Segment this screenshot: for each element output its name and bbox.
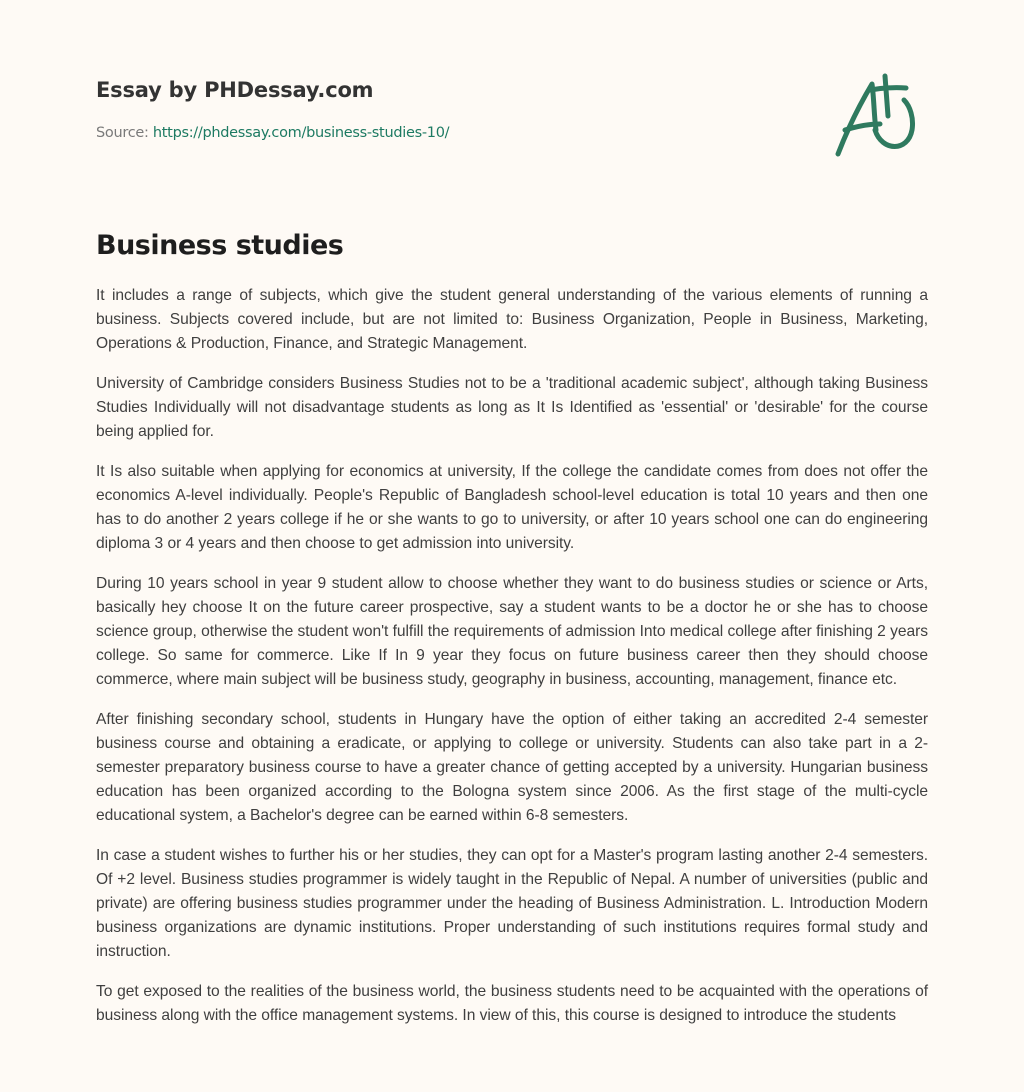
- page-header: [96, 74, 928, 184]
- source-line: [96, 123, 928, 143]
- paragraph: It Is also suitable when applying for economics at university, If the college the candidate comes from does not offer the economics A-level individually. People's Republic of Bangladesh school-level education is total 10 years and then one has to do another 2 years college if he or she wants to go to university, or after 10 years school one can do engineering diploma 3 or 4 years and then choose to get admission into university.: [96, 463, 928, 552]
- paragraph: During 10 years school in year 9 student allow to choose whether they want to do business studies or science or Arts, basically hey choose It on the future career prospective, say a student wants to be a doctor he or she has to choose science group, otherwise the student won't fulfill the requirements of admission Into medical college after finishing 2 years college. So same for commerce. Like If In 9 year they focus on future business career then they should choose commerce, where main subject will be business study, geography in business, accounting, management, finance etc.: [96, 575, 928, 688]
- source-link[interactable]: https://phdessay.com/business-studies-10/: [152, 125, 450, 141]
- document-title: Business studies: [96, 230, 344, 261]
- source-label: Source:: [96, 125, 153, 141]
- paragraph: In case a student wishes to further his or her studies, they can opt for a Master's program lasting another 2-4 semesters. Of +2 level. Business studies programmer is widely taught in the Republic of Nepal. A number of universities (public and private) are offering business studies programmer under the heading of Business Administration. L. Introduction Modern business organizations are dynamic institutions. Proper understanding of such institutions requires formal study and instruction.: [96, 847, 928, 960]
- document-body: [96, 284, 928, 1044]
- paragraph: It includes a range of subjects, which give the student general understanding of the various elements of running a business. Subjects covered include, but are not limited to: Business Organization, People in Business, Marketing, Operations & Production, Finance, and Strategic Management.: [96, 287, 928, 352]
- paragraph: After finishing secondary school, students in Hungary have the option of either taking an accredited 2-4 semester business course and obtaining a eradicate, or applying to college or university. Students can also take part in a 2- semester preparatory business course to have a greater chance of getting accepted by a university. Hungarian business education has been organized according to the Bologna system since 2006. As the first stage of the multi-cycle educational system, a Bachelor's degree can be earned within 6-8 semesters.: [96, 711, 928, 824]
- paragraph: To get exposed to the realities of the business world, the business students need to be acquainted with the operations of business along with the office management systems. In view of this, this course is designed to introduce the students: [96, 983, 928, 1024]
- a-plus-grade-icon: [828, 68, 928, 168]
- paragraph: University of Cambridge considers Business Studies not to be a 'traditional academic subject', although taking Business Studies Individually will not disadvantage students as long as It Is Identified as 'essential' or 'desirable' for the course being applied for.: [96, 375, 928, 440]
- site-title: Essay by PHDessay.com: [96, 78, 374, 102]
